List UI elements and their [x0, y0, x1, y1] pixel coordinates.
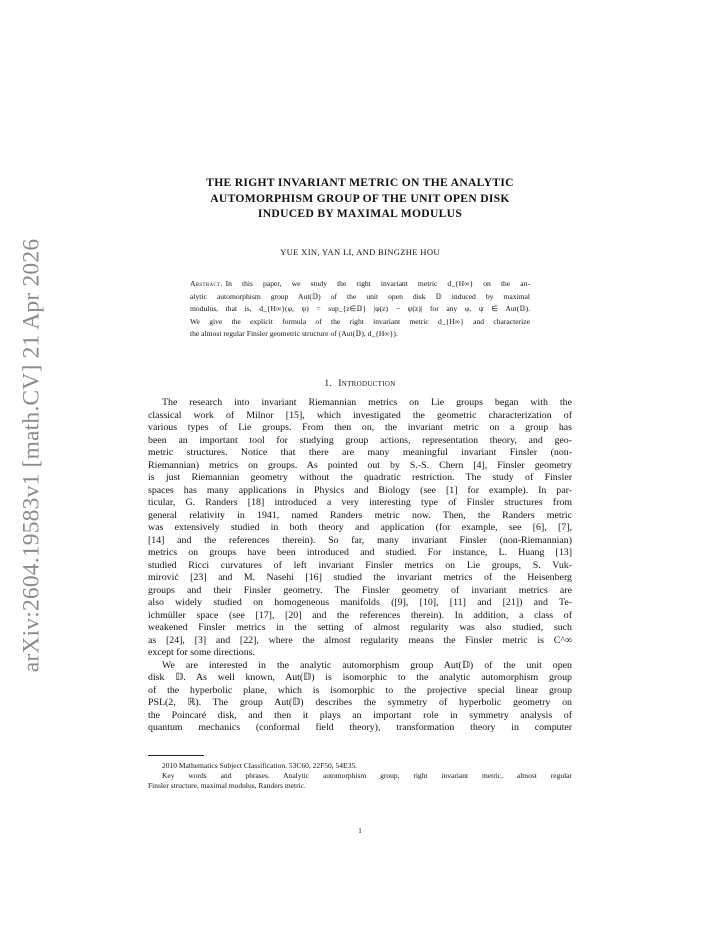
body-line: mirović [23] and M. Nasehi [16] studied the invariant metrics of the Heisenberg [148, 572, 572, 584]
body-line: ichmüller space (see [17], [20] and the references therein). In addition, a class of [148, 609, 572, 621]
author-list: YUE XIN, YAN LI, AND BINGZHE HOU [280, 247, 440, 257]
section-number: 1. [324, 378, 333, 389]
title-line: THE RIGHT INVARIANT METRIC ON THE ANALYTIC [206, 176, 514, 189]
arxiv-identifier-stamp [10, 238, 54, 672]
body-line: spaces has many applications in Physics and Biology (see [1] for example). In par- [148, 484, 572, 496]
section-title: Introduction [338, 378, 396, 389]
body-line: metric structures. Notice that there are many meaningful invariant Finsler (non- [148, 447, 572, 459]
abstract [190, 278, 530, 341]
body-line: as [24], [3] and [22], where the almost regularity means the Finsler metric is C^∞ [148, 634, 572, 646]
footnotes [148, 761, 572, 792]
abstract-line-text: In this paper, we study the right invariant metric d_{H∞} on the an- [225, 279, 530, 288]
body-line: various types of Lie groups. From then on, the invariant metric on a group has [148, 422, 572, 434]
abstract-line: the almost regular Finsler geometric structure of (Aut(𝔻), d_{H∞}). [190, 329, 398, 339]
footnote-divider [148, 755, 204, 756]
abstract-line: modulus, that is, d_{H∞}(φ, ψ) = sup_{z∈𝔻} |φ(z) − ψ(z)| for any φ, ψ ∈ Aut(𝔻). [190, 304, 530, 314]
footnote-msc: 2010 Mathematics Subject Classification. 53C60, 22F50, 54E35. [162, 761, 357, 770]
body-line: weakened Finsler metrics in the setting of almost regularity was also studied, such [148, 622, 572, 634]
body-line: quantum mechanics (conformal field theory), transformation theory in computer [148, 722, 572, 734]
body-line: classical work of Milnor [15], which investigated the geometric characterization of [148, 409, 572, 421]
body-line: groups and their Finsler geometry. The Finsler geometry of invariant metrics are [148, 584, 572, 596]
abstract-line: We give the explicit formula of the right invariant metric d_{H∞} and characterize [190, 316, 530, 326]
abstract-line: alytic automorphism group Aut(𝔻) of the unit open disk 𝔻 induced by maximal [190, 291, 530, 301]
title-line: INDUCED BY MAXIMAL MODULUS [257, 207, 463, 220]
arxiv-identifier-text: arXiv:2604.19583v1 [math.CV] 21 Apr 2026 [18, 238, 45, 672]
footnote-keywords: Key words and phrases. Analytic automorphism group, right invariant metric, almost regular [162, 771, 572, 781]
body-text [148, 397, 572, 735]
body-line: been an important tool for studying group actions, representation theory, and geo- [148, 434, 572, 446]
title-line: AUTOMORPHISM GROUP OF THE UNIT OPEN DISK [210, 191, 510, 205]
section-heading [148, 378, 572, 389]
body-line: We are interested in the analytic automorphism group Aut(𝔻) of the unit open [162, 659, 572, 671]
body-line: was extensively studied in both theory and application (for example, see [6], [7], [148, 522, 572, 534]
body-line: of the hyperbolic plane, which is isomorphic to the projective special linear group [148, 684, 572, 696]
abstract-line [190, 278, 530, 291]
abstract-label: Abstract. [190, 279, 223, 288]
body-line: the Poincaré disk, and then it plays an important role in symmetry analysis of [148, 709, 572, 721]
body-line: studied Ricci curvatures of left invariant Finsler metrics on Lie groups, S. Vuk- [148, 559, 572, 571]
body-line: disk 𝔻. As well known, Aut(𝔻) is isomorphic to the analytic automorphism group [148, 672, 572, 684]
body-line: also widely studied on homogeneous manifolds ([9], [10], [11] and [21]) and Te- [148, 597, 572, 609]
body-line: [14] and the references therein). So far, many invariant Finsler (non-Riemannian) [148, 534, 572, 546]
body-line: metrics on groups have been introduced and studied. For instance, L. Huang [13] [148, 547, 572, 559]
body-line: PSL(2, ℝ). The group Aut(𝔻) describes the symmetry of hyperbolic geometry on [148, 697, 572, 709]
body-line: The research into invariant Riemannian metrics on Lie groups began with the [162, 397, 572, 408]
body-line: Riemannian) metrics on groups. As pointed out by S.-S. Chern [4], Finsler geometry [148, 459, 572, 471]
footnote-keywords-cont: Finsler structure, maximal modulus, Randers metric. [148, 781, 306, 791]
body-line: except for some directions. [148, 647, 255, 659]
body-line: is just Riemannian geometry without the quadratic restriction. The study of Finsler [148, 472, 572, 484]
paper-title [150, 175, 570, 222]
body-line: ticular, G. Randers [18] introduced a very interesting type of Finsler structures from [148, 497, 572, 509]
page-number: 1 [358, 826, 362, 835]
body-line: general relativity in 1941, named Randers metric now. Then, the Randers metric [148, 509, 572, 521]
